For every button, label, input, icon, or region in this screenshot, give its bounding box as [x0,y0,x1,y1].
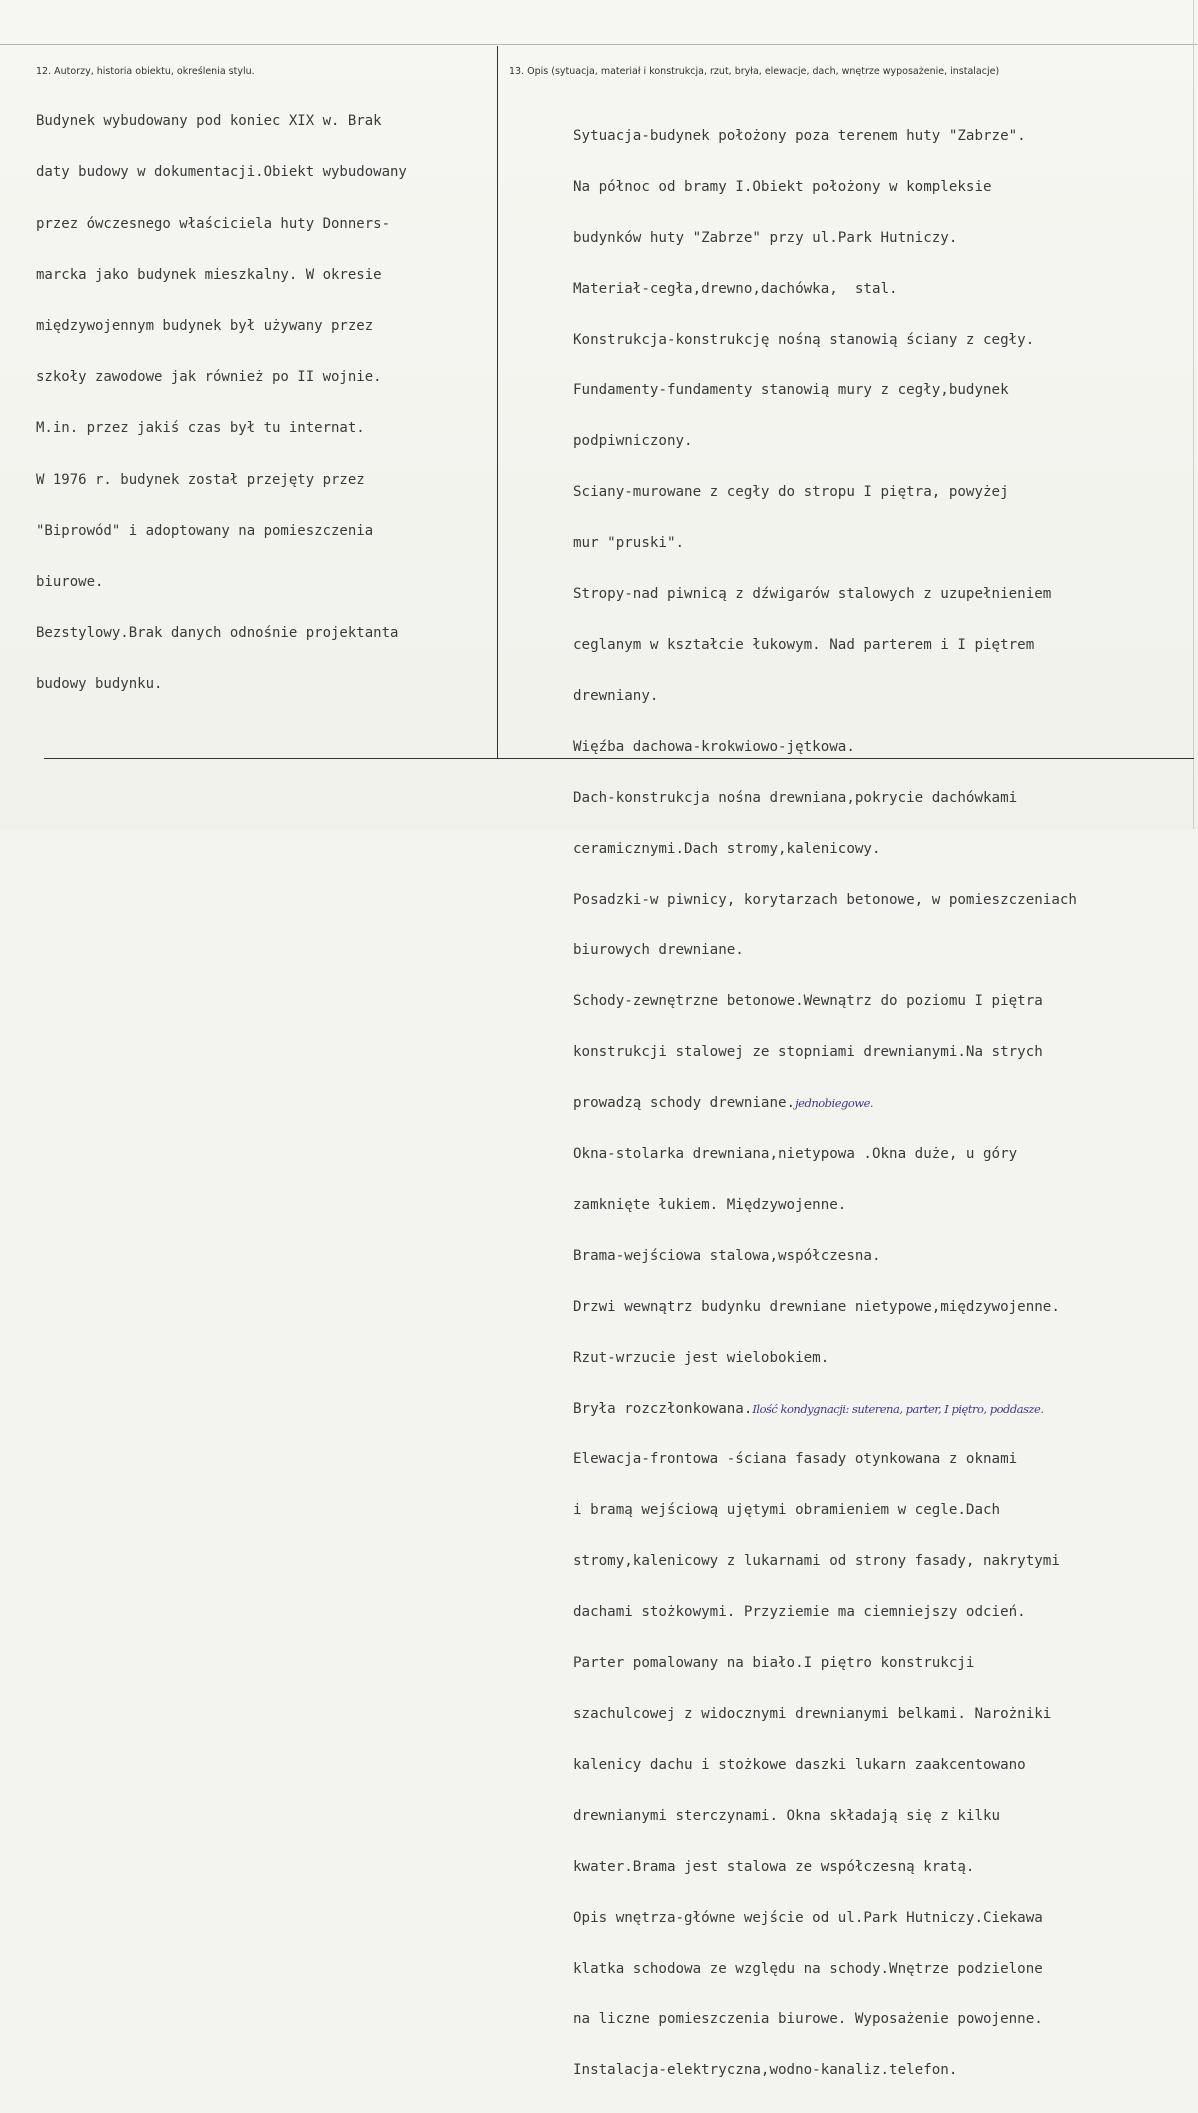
text-line: na liczne pomieszczenia biurowe. Wyposażenie powojenne. [573,2011,1043,2028]
column-divider [497,46,498,758]
text-line: Sytuacja-budynek położony poza terenem huty "Zabrze". [573,127,1026,144]
text-line: dachami stożkowymi. Przyziemie ma ciemniejszy odcień. [573,1604,1026,1621]
text-line: Opis wnętrza-główne wejście od ul.Park Hutniczy.Ciekawa [573,1909,1043,1926]
top-divider [0,44,1198,45]
text-line: szkoły zawodowe jak również po II wojnie. [36,369,382,386]
text-line: i bramą wejściową ujętymi obramieniem w cegle.Dach [573,1502,1001,1519]
text-line-with-annotation [573,1095,1077,1112]
text-line: stromy,kalenicowy z lukarnami od strony fasady, nakrytymi [573,1553,1060,1570]
handwritten-annotation: jednobiegowe. [795,1096,874,1111]
text-line: prowadzą schody drewniane. [573,1095,796,1112]
handwritten-annotation: Ilość kondygnacji: suterena, parter, I piętro, poddasze. [752,1401,1044,1416]
text-line: "Biprowód" i adoptowany na pomieszczenia [36,522,374,539]
text-line: Na północ od bramy I.Obiekt położony w kompleksie [573,178,992,195]
text-line: drewnianymi sterczynami. Okna składają się z kilku [573,1807,1001,1824]
text-line: przez ówczesnego właściciela huty Donners- [36,215,391,232]
text-line: ceglanym w kształcie łukowym. Nad parterem i I piętrem [573,636,1035,653]
text-line: podpiwniczony. [573,433,693,450]
text-line: daty budowy w dokumentacji.Obiekt wybudowany [36,164,407,181]
text-line: Posadzki-w piwnicy, korytarzach betonowe, w pomieszczeniach [573,891,1077,908]
text-line: Elewacja-frontowa -ściana fasady otynkowana z oknami [573,1451,1018,1468]
text-line: zamknięte łukiem. Międzywojenne. [573,1196,847,1213]
text-line: budynków huty "Zabrze" przy ul.Park Hutniczy. [573,229,958,246]
text-line: budowy budynku. [36,676,163,693]
text-line: Budynek wybudowany pod koniec XIX w. Brak [36,113,382,130]
text-line: Drzwi wewnątrz budynku drewniane nietypowe,międzywojenne. [573,1298,1060,1315]
text-line: Bryła rozczłonkowana. [573,1400,753,1417]
text-line: Dach-konstrukcja nośna drewniana,pokrycie dachówkami [573,789,1018,806]
text-line: biurowych drewniane. [573,942,744,959]
text-line: Rzut-wrzucie jest wielobokiem. [573,1349,830,1366]
text-line: Instalacja-elektryczna,wodno-kanaliz.telefon. [573,2062,958,2079]
text-line-with-annotation [573,1401,1077,1418]
text-line: Sciany-murowane z cegły do stropu I piętra, powyżej [573,484,1009,501]
text-line: Brama-wejściowa stalowa,współczesna. [573,1247,881,1264]
text-line: Schody-zewnętrzne betonowe.Wewnątrz do poziomu I piętra [573,993,1043,1010]
text-line: Stropy-nad piwnicą z dźwigarów stalowych z uzupełnieniem [573,586,1052,603]
text-line: Fundamenty-fundamenty stanowią mury z cegły,budynek [573,382,1009,399]
section-12-header: 12. Autorzy, historia obiektu, określenia stylu. [36,66,255,77]
text-line: mur "pruski". [573,535,685,552]
text-line: Okna-stolarka drewniana,nietypowa .Okna duże, u góry [573,1146,1018,1163]
text-line: biurowe. [36,573,104,590]
text-line: M.in. przez jakiś czas był tu internat. [36,420,365,437]
text-line: międzywojennym budynek był używany przez [36,317,374,334]
text-line: drewniany. [573,687,659,704]
text-line: kalenicy dachu i stożkowe daszki lukarn zaakcentowano [573,1756,1026,1773]
text-line: Bezstylowy.Brak danych odnośnie projektanta [36,625,399,642]
text-line: Więźba dachowa-krokwiowo-jętkowa. [573,738,855,755]
text-line: klatka schodowa ze względu na schody.Wnętrze podzielone [573,1960,1043,1977]
right-edge [1193,0,1194,829]
text-line: Parter pomalowany na biało.I piętro konstrukcji [573,1655,975,1672]
text-line: Konstrukcja-konstrukcję nośną stanowią ściany z cegły. [573,331,1035,348]
text-line: Materiał-cegła,drewno,dachówka, stal. [573,280,898,297]
text-line: marcka jako budynek mieszkalny. W okresie [36,266,382,283]
text-line: ceramicznymi.Dach stromy,kalenicowy. [573,840,881,857]
section-13-header: 13. Opis (sytuacja, materiał i konstrukcja, rzut, bryła, elewacje, dach, wnętrze wyposażenie, instalacje) [509,66,1000,77]
text-line: W 1976 r. budynek został przejęty przez [36,471,365,488]
section-12-text [36,79,407,727]
section-13-text [573,94,1077,2113]
text-line: szachulcowej z widocznymi drewnianymi belkami. Narożniki [573,1706,1052,1722]
text-line: kwater.Brama jest stalowa ze współczesną kratą. [573,1858,975,1875]
text-line: konstrukcji stalowej ze stopniami drewnianymi.Na strych [573,1044,1043,1061]
